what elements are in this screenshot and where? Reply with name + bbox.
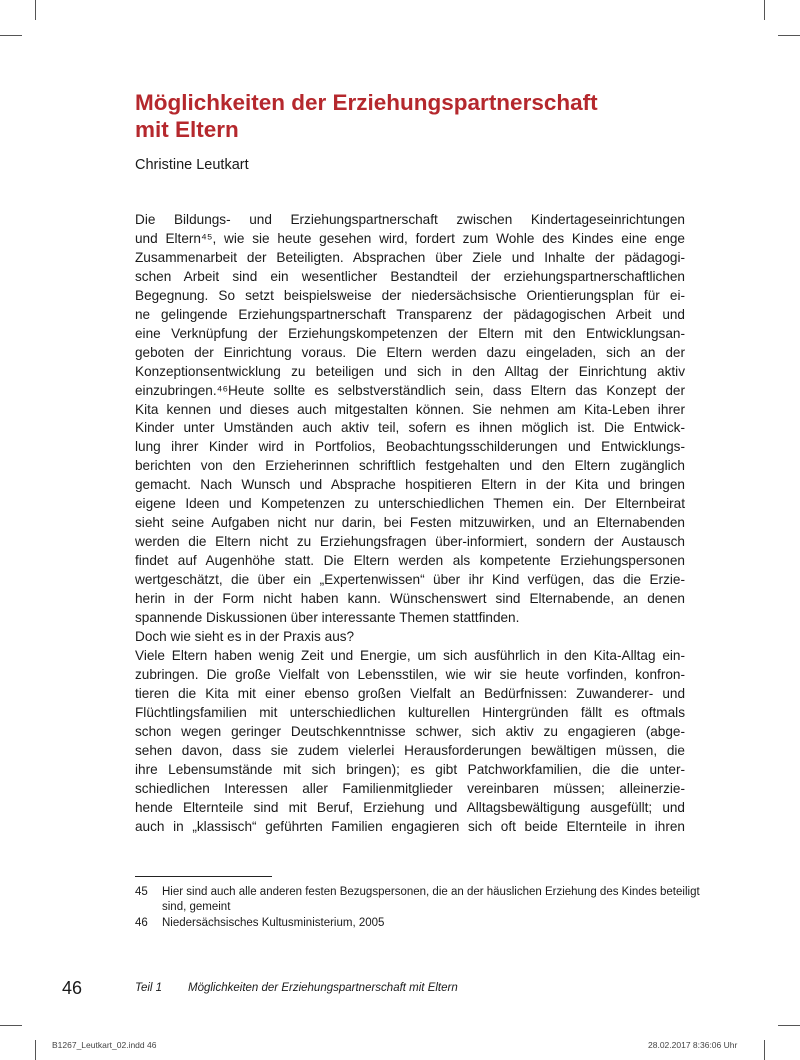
crop-mark (764, 1040, 765, 1060)
footnote-number: 46 (135, 917, 148, 929)
body-line: Viele Eltern haben wenig Zeit und Energie, um sich ausführlich in den Kita-Alltag ein- (135, 647, 685, 663)
body-line: auch in „klassisch“ geführten Familien engagieren sich oft beide Elternteile in ihren (135, 818, 685, 834)
body-line: geboten der Einrichtung voraus. Die Eltern werden dazu eingeladen, sich an der (135, 344, 685, 360)
chapter-title-line: mit Eltern (135, 117, 239, 142)
body-line: schon wegen geringer Deutschkenntnisse schwer, sich aktiv zu engagieren (abge- (135, 723, 685, 739)
crop-mark (35, 0, 36, 20)
body-line: berichten von den Erzieherinnen schriftlich festgehalten und den Eltern zugänglich (135, 458, 685, 474)
body-line: einzubringen.⁴⁶Heute sollte es selbstverständlich sein, dass Eltern das Konzept der (135, 382, 685, 398)
crop-mark (35, 1040, 36, 1060)
body-line: schiedlichen Interessen aller Familienmitglieder vereinbaren müssen; alleinerzie- (135, 780, 685, 796)
running-footer (135, 981, 458, 996)
crop-mark (764, 0, 765, 20)
body-line: Begegnung. So setzt beispielsweise der niedersächsische Orientierungsplan für ei- (135, 287, 685, 303)
footnote-text: Hier sind auch alle anderen festen Bezugspersonen, die an der häuslichen Erziehung des Kindes beteiligt sind, gemeint (162, 886, 700, 913)
chapter-title-line: Möglichkeiten der Erziehungspartnerschaft (135, 90, 598, 115)
body-line: und Eltern⁴⁵, wie sie heute gesehen wird, fordert zum Wohle des Kindes eine enge (135, 230, 685, 246)
body-line: werden die Eltern nicht zu Erziehungsfragen über-informiert, sondern der Austausch (135, 534, 685, 550)
running-title: Möglichkeiten der Erziehungspartnerschaft mit Eltern (188, 982, 458, 994)
body-text (135, 211, 685, 836)
body-line: gemacht. Nach Wunsch und Absprache hospitieren Eltern in der Kita und bringen (135, 477, 685, 493)
slug-timestamp: 28.02.2017 8:36:06 Uhr (648, 1040, 738, 1050)
body-line: Kinder unter Umständen auch aktiv teil, sofern es ihnen möglich ist. Die Entwick- (135, 420, 685, 436)
body-line: herin in der Form nicht haben kann. Wünschenswert sind Elternabende, an denen (135, 591, 685, 607)
body-line: ihre Lebensumstände mit sich bringen); es gibt Patchworkfamilien, die die unter- (135, 761, 685, 777)
footnote-divider (135, 876, 272, 877)
body-line: spannende Diskussionen über interessante Themen stattfinden. (135, 610, 520, 626)
crop-mark (778, 1025, 800, 1026)
body-line: eine Verknüpfung der Erziehungskompetenzen der Eltern mit den Entwicklungsan- (135, 325, 685, 341)
page-number: 46 (62, 978, 83, 998)
body-line: zubringen. Die große Vielfalt von Lebensstilen, wie wir sie heute vorfinden, konfron- (135, 666, 685, 682)
body-line: sehen davon, dass sie zudem vielerlei Herausforderungen bewältigen müssen, die (135, 742, 685, 758)
body-line: Zusammenarbeit der Beteiligten. Absprachen über Ziele und Inhalte der pädagogi- (135, 249, 685, 265)
body-line: schen Arbeit sind ein wesentlicher Bestandteil der erziehungspartnerschaftlichen (135, 268, 685, 284)
body-line: Flüchtlingsfamilien mit unterschiedlichen kulturellen Hintergründen fällt es oftmals (135, 704, 685, 720)
slug-filename: B1267_Leutkart_02.indd 46 (52, 1040, 157, 1050)
body-line: ne gelingende Erziehungspartnerschaft Transparenz der pädagogischen Arbeit und (135, 306, 685, 322)
body-line: sieht seine Aufgaben nicht nur darin, bei Festen mitzuwirken, und an Elternabenden (135, 515, 685, 531)
body-line: lung ihrer Kinder wird in Portfolios, Beobachtungsschilderungen und Entwicklungs- (135, 439, 685, 455)
body-line: Doch wie sieht es in der Praxis aus? (135, 628, 355, 644)
body-line: wertgeschätzt, die über ein „Expertenwissen“ über ihr Kind verfügen, das die Erzie- (135, 572, 685, 588)
body-line: Die Bildungs- und Erziehungspartnerschaft zwischen Kindertageseinrichtungen (135, 212, 685, 227)
crop-mark (0, 35, 22, 36)
footnote-number: 45 (135, 886, 148, 898)
chapter-title (135, 89, 695, 143)
author-name: Christine Leutkart (135, 157, 249, 173)
footnote-text: Niedersächsisches Kultusministerium, 2005 (162, 917, 385, 929)
part-label: Teil 1 (135, 982, 163, 994)
crop-mark (778, 35, 800, 36)
body-line: findet auf Augenhöhe statt. Die Eltern werden als kompetente Erziehungspersonen (135, 553, 685, 569)
crop-mark (0, 1025, 22, 1026)
body-line: eigene Ideen und Kompetenzen zu unterschiedlichen Themen ein. Der Elternbeirat (135, 496, 685, 512)
body-line: Konzeptionsentwicklung zu beteiligen und sich in den Alltag der Einrichtung aktiv (135, 363, 685, 379)
body-line: tieren die Kita mit einer ebenso großen Vielfalt an Bedürfnissen: Zuwanderer- und (135, 685, 685, 701)
body-line: hende Elternteile sind mit Beruf, Erziehung und Alltagsbewältigung ausgefüllt; und (135, 799, 685, 815)
body-line: Kita kennen und dieses auch mitgestalten können. Sie nehmen am Kita-Leben ihrer (135, 401, 685, 417)
